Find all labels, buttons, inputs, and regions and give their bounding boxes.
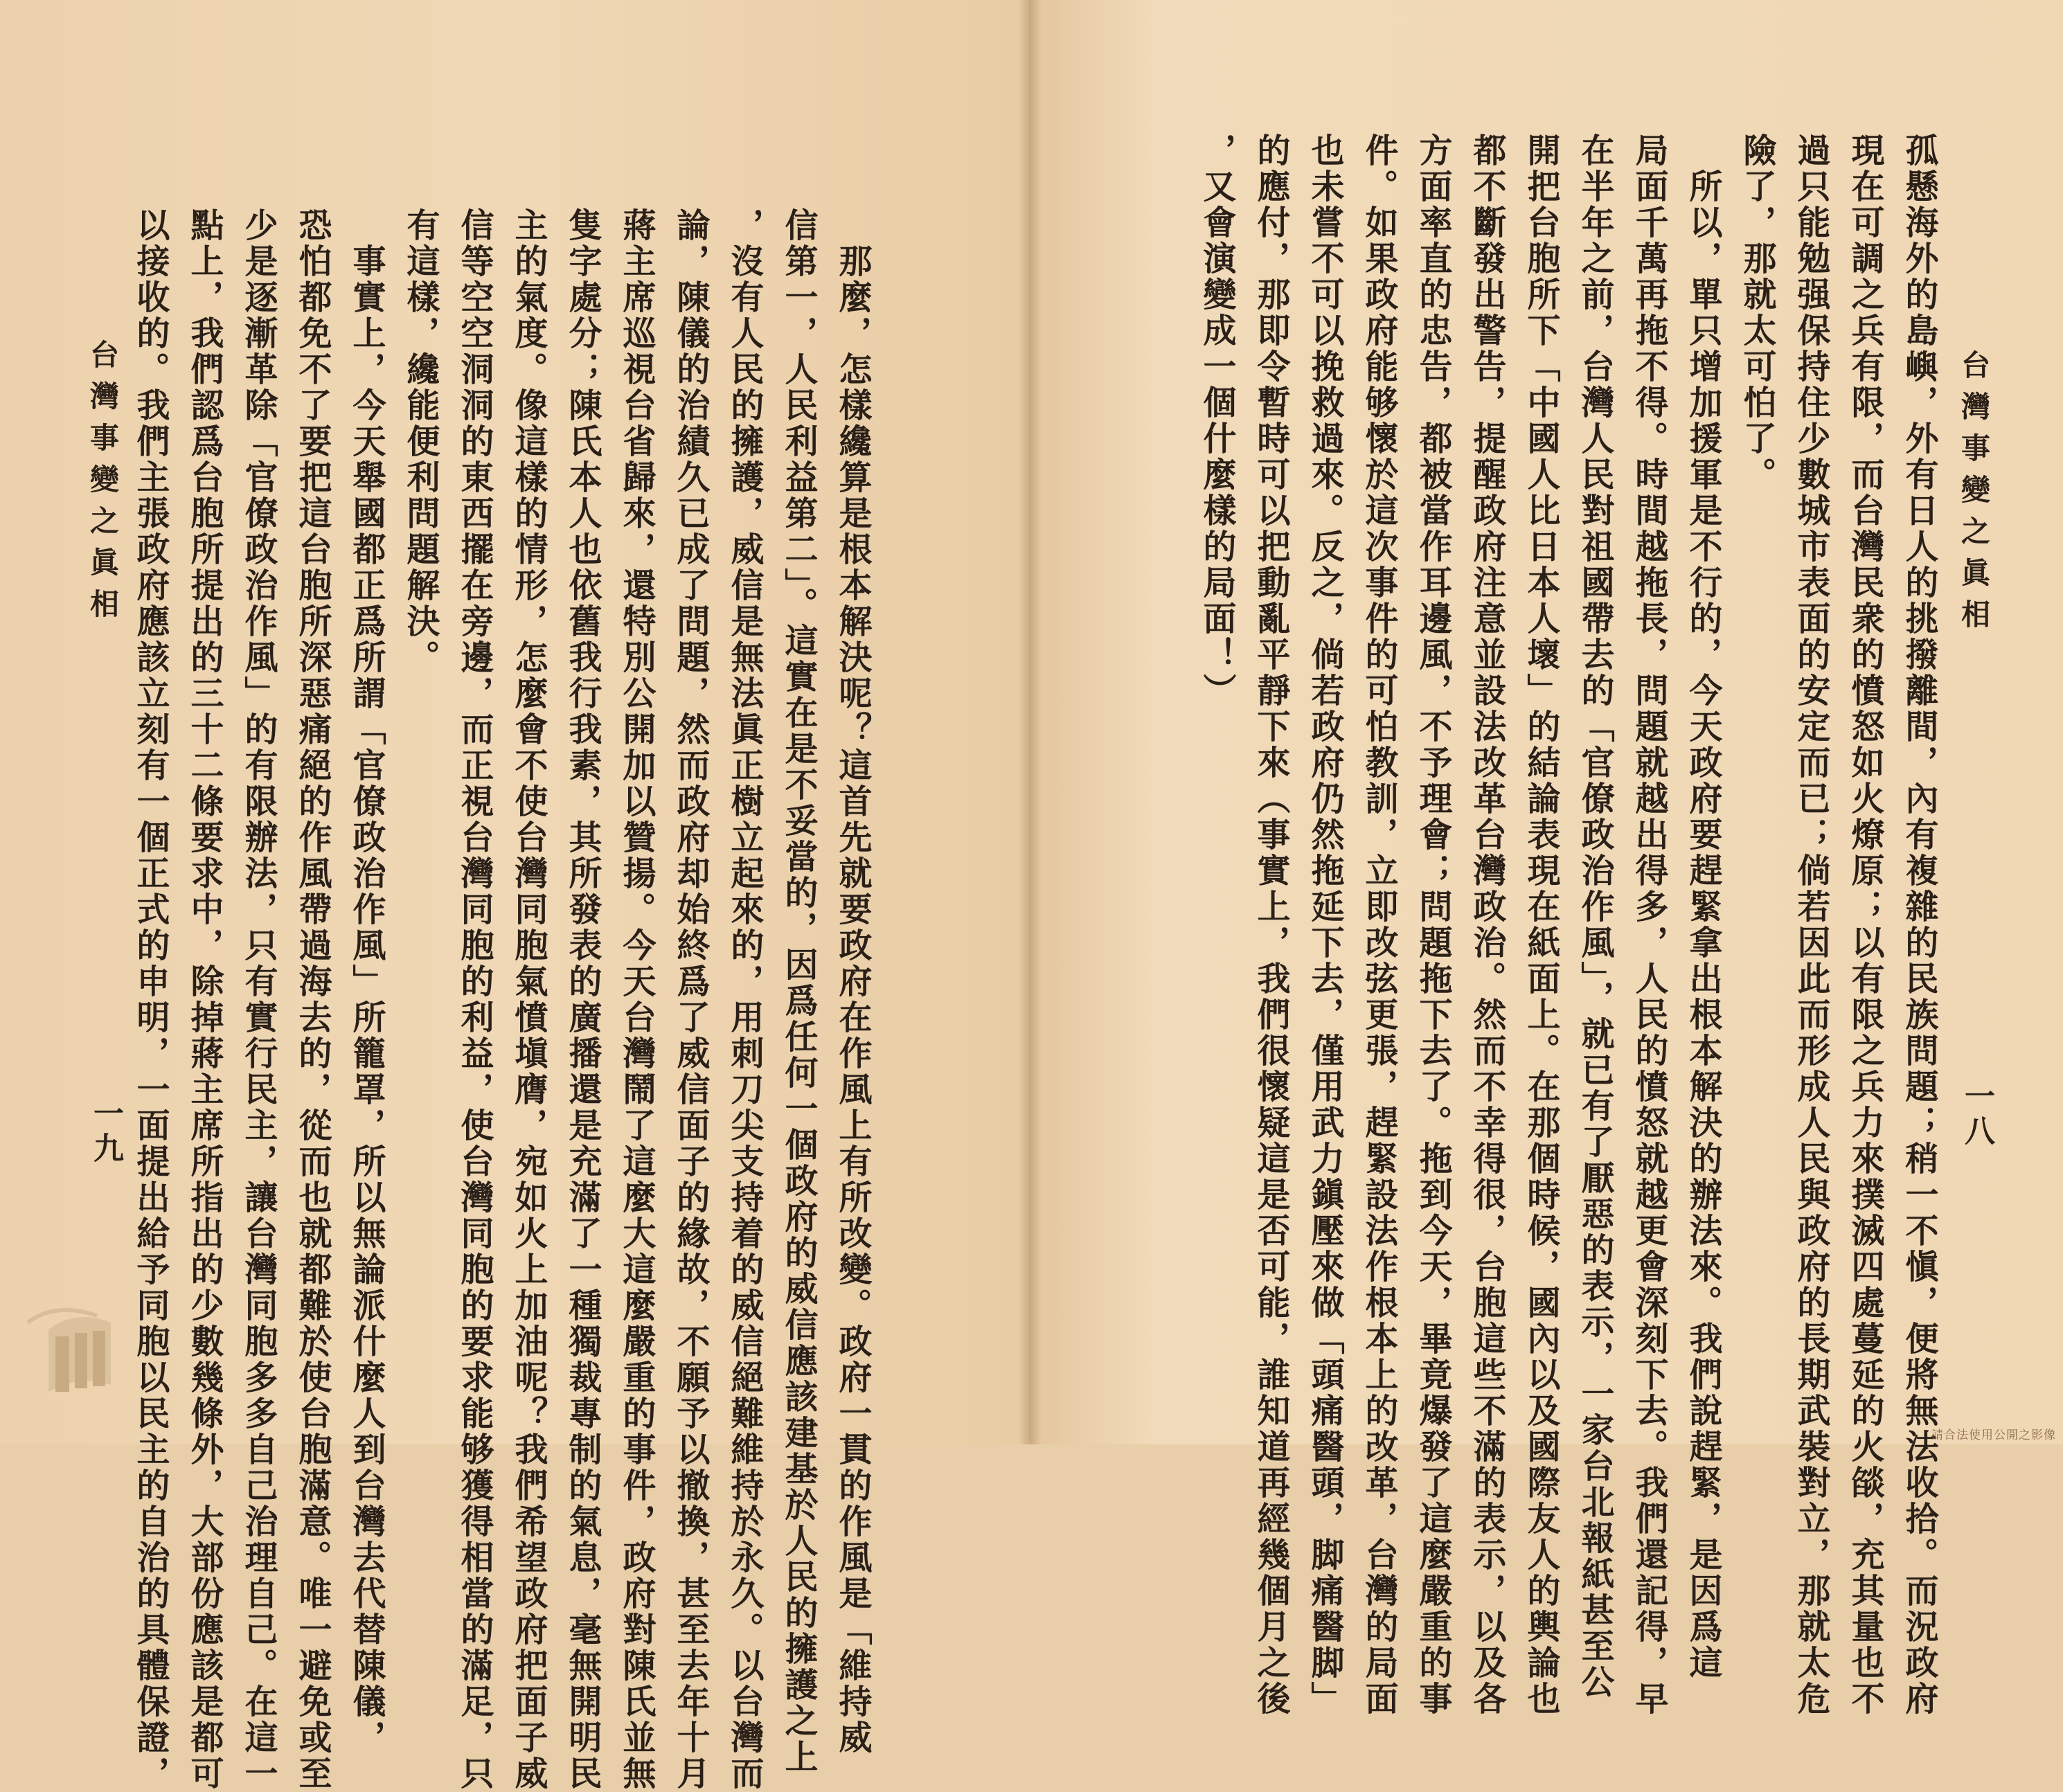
right-running-header: 台灣事變之眞相 (1957, 350, 1991, 640)
text-column: 過只能勉强保持住少數城市表面的安定而已；倘若因此而形成人民與政府的長期武裝對立，那就太危 (1792, 133, 1830, 1717)
text-column: 有這樣，纔能便利問題解決。 (401, 208, 440, 676)
text-column: 孤懸海外的島嶼，外有日人的挑撥離間，內有複雜的民族問題；稍一不愼，便將無法收拾。而況政府 (1900, 133, 1938, 1717)
text-column: 現在可調之兵有限，而台灣民衆的憤怒如火燎原；以有限之兵力來撲滅四處蔓延的火燄，充其量也不 (1846, 133, 1884, 1717)
left-page-number: 一九 (88, 1097, 123, 1167)
right-body-text (1184, 133, 1946, 1717)
text-column: 那麼，怎樣纔算是根本解決呢？這首先就要政府在作風上有所改變。政府一貫的作風是「維持威 (833, 208, 872, 1756)
text-column: 所以，單只增加援軍是不行的，今天政府要趕緊拿出根本解決的辦法來。我們說趕緊，是因爲這 (1684, 133, 1722, 1681)
text-column: 的應付，那即令暫時可以把動亂平靜下來（事實上，我們很懷疑這是否可能，誰知道再經幾個月之後 (1251, 133, 1290, 1717)
text-column: 信等空空洞洞的東西擺在旁邊，而正視台灣同胞的利益，使台灣同胞的要求能够獲得相當的滿足，只 (455, 208, 494, 1792)
book-gutter (1018, 0, 1042, 1444)
text-column: 在半年之前，台灣人民對祖國帶去的「官僚政治作風」，就已有了厭惡的表示，一家台北報紙甚至公 (1575, 133, 1614, 1701)
text-column: 事實上，今天舉國都正爲所謂「官僚政治作風」所籠罩，所以無論派什麼人到台灣去代替陳儀， (347, 208, 386, 1756)
left-running-header: 台灣事變之眞相 (86, 339, 120, 630)
text-column: 以接收的。我們主張政府應該立刻有一個正式的申明，一面提出給予同胞以民主的自治的具體保證， (131, 208, 170, 1792)
text-column: 蔣主席巡視台省歸來，還特別公開加以贊揚。今天台灣鬧了這麼大這麼嚴重的事件，政府對陳氏並無 (617, 208, 656, 1792)
text-column: 件。如果政府能够懷於這次事件的可怕教訓，立即改弦更張，趕緊設法作根本上的改革，台灣的局面 (1359, 133, 1398, 1717)
text-column: 方面率直的忠告，都被當作耳邊風，不予理會；問題拖下去了。拖到今天，畢竟爆發了這麼嚴重的事 (1413, 133, 1452, 1717)
text-column: 點上，我們認爲台胞所提出的三十二條要求中，除掉蔣主席所指出的少數幾條外，大部份應該是都可 (185, 208, 224, 1792)
usage-notice: 請合法使用公開之影像 (1931, 1428, 2056, 1442)
text-column: 都不斷發出警告，提醒政府注意並設法改革台灣政治。然而不幸得很，台胞這些不滿的表示，以及各 (1467, 133, 1506, 1717)
text-column: 開把台胞所下「中國人比日本人壞」的結論表現在紙面上。在那個時候，國內以及國際友人的輿論也 (1521, 133, 1560, 1717)
left-body-text (131, 208, 879, 1792)
text-column: ，又會演變成一個什麼樣的局面！） (1197, 133, 1236, 709)
text-column: 主的氣度。像這樣的情形，怎麼會不使台灣同胞氣憤塡膺，宛如火上加油呢？我們希望政府把面子威 (509, 208, 548, 1792)
text-column: ，沒有人民的擁護，威信是無法眞正樹立起來的，用刺刀尖支持着的威信絕難維持於永久。以台灣而 (725, 208, 764, 1792)
library-watermark-icon (14, 1302, 125, 1406)
text-column: 也未嘗不可以挽救過來。反之，倘若政府仍然拖延下去，僅用武力鎭壓來做「頭痛醫頭，脚痛醫脚」 (1305, 133, 1344, 1717)
text-column: 局面千萬再拖不得。時間越拖長，問題就越出得多，人民的憤怒就越更會深刻下去。我們還記得，早 (1629, 133, 1668, 1717)
text-column: 信第一，人民利益第二」。這實在是不妥當的，因爲任何一個政府的威信應該建基於人民的擁護之上 (779, 208, 818, 1775)
text-column: 恐怕都免不了要把這台胞所深惡痛絕的作風帶過海去的，從而也就都難於使台胞滿意。唯一避免或至 (293, 208, 332, 1792)
right-page-number: 一八 (1959, 1080, 1994, 1149)
text-column: 隻字處分；陳氏本人也依舊我行我素，其所發表的廣播還是充滿了一種獨裁專制的氣息，毫無開明民 (563, 208, 602, 1792)
text-column: 險了，那就太可怕了。 (1738, 133, 1776, 493)
text-column: 少是逐漸革除「官僚政治作風」的有限辦法，只有實行民主，讓台灣同胞多多自己治理自己。在這一 (239, 208, 278, 1792)
text-column: 論，陳儀的治績久已成了問題，然而政府却始終爲了威信面子的緣故，不願予以撤換，甚至去年十月 (671, 208, 710, 1792)
